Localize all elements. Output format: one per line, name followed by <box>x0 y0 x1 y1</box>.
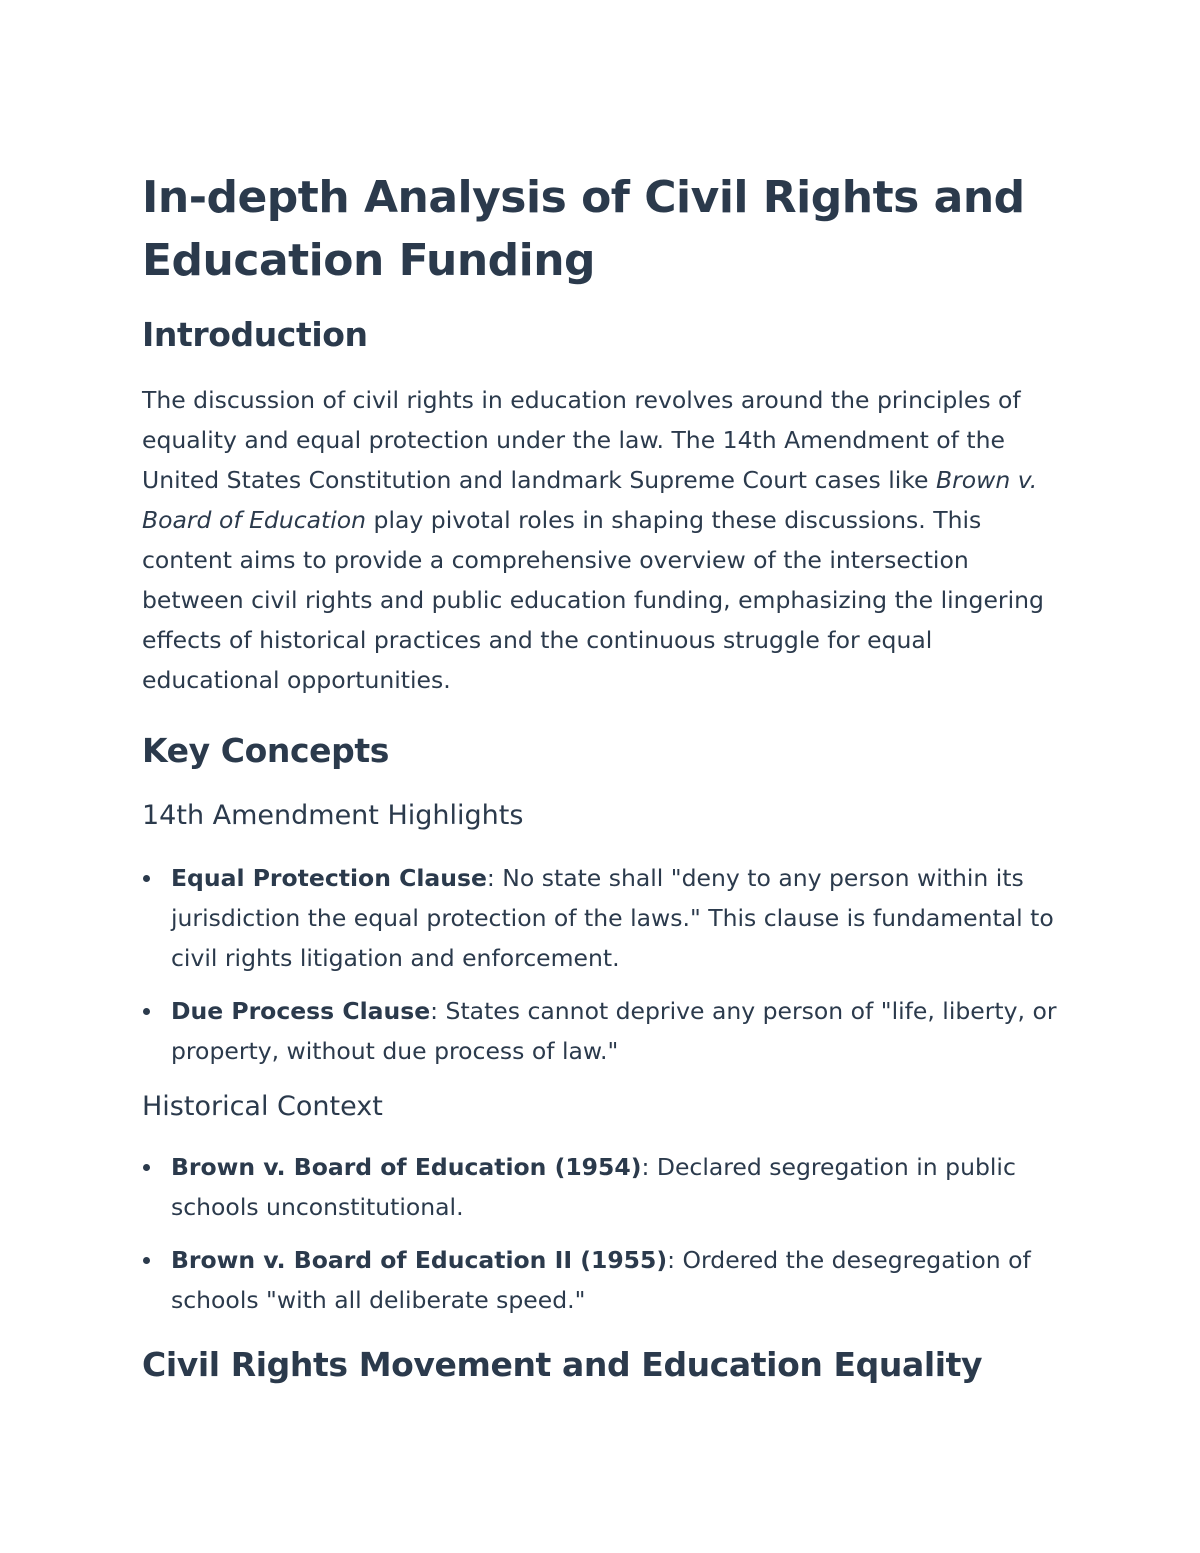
introduction-heading: Introduction <box>142 315 368 354</box>
key-concepts-heading: Key Concepts <box>142 731 389 770</box>
intro-case-name: Brown v. Board of Education <box>142 466 1038 534</box>
historical-context-list <box>142 1147 1072 1320</box>
bullet-icon <box>143 1008 150 1015</box>
civil-rights-movement-heading: Civil Rights Movement and Education Equality <box>142 1345 983 1384</box>
intro-text-after: play pivotal roles in shaping these discussions. This content aims to provide a comprehensive overview of the intersection between civil rights and public education funding, emphasizing the lingering effects of historical practices and the continuous struggle for equal educational opportunities. <box>142 506 1044 694</box>
list-item <box>142 1240 1072 1320</box>
list-item <box>142 1147 1072 1227</box>
introduction-paragraph <box>142 380 1072 700</box>
amendment-highlights-heading: 14th Amendment Highlights <box>142 800 524 831</box>
document-page <box>142 166 1072 1386</box>
list-item-term: Due Process Clause <box>171 997 431 1025</box>
amendment-highlights-list <box>142 858 1072 1071</box>
list-item-text: : States cannot deprive any person of "life, liberty, or property, without due process of law." <box>171 997 1057 1065</box>
list-item-term: Brown v. Board of Education (1954) <box>171 1153 642 1181</box>
document-title: In-depth Analysis of Civil Rights and Education Funding <box>142 172 1025 286</box>
list-item <box>142 858 1072 978</box>
list-item <box>142 991 1072 1071</box>
intro-text-before: The discussion of civil rights in education revolves around the principles of equality and equal protection under the law. The 14th Amendment of the United States Constitution and landmark Supreme Court cases like <box>142 386 1021 494</box>
list-item-text: : No state shall "deny to any person within its jurisdiction the equal protection of the laws." This clause is fundamental to civil rights litigation and enforcement. <box>171 864 1054 972</box>
list-item-term: Brown v. Board of Education II (1955) <box>171 1246 668 1274</box>
list-item-term: Equal Protection Clause <box>171 864 487 892</box>
bullet-icon <box>143 1257 150 1264</box>
list-item-text: : Declared segregation in public schools unconstitutional. <box>171 1153 1016 1221</box>
list-item-text: : Ordered the desegregation of schools "with all deliberate speed." <box>171 1246 1031 1314</box>
historical-context-heading: Historical Context <box>142 1091 383 1122</box>
bullet-icon <box>143 1164 150 1171</box>
bullet-icon <box>143 875 150 882</box>
